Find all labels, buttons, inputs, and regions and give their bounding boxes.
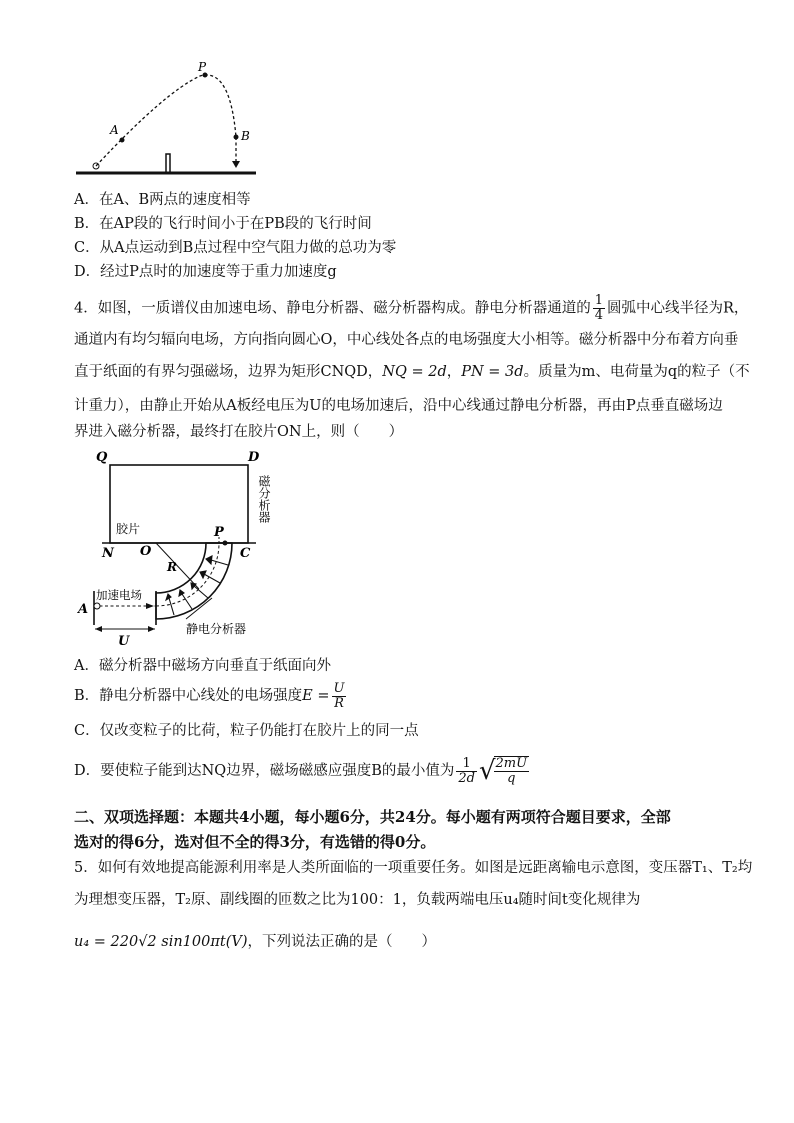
b-min-fraction: $\frac{1}{2d}$ [458,755,475,786]
q3-option-c: C．从A点运动到B点过程中空气阻力做的总功为零 [74,240,397,256]
trajectory-path [96,75,236,166]
q5-line2: 为理想变压器，T₂原、副线圈的匝数之比为100：1，负载两端电压u₄随时间t变化规律为 [74,892,641,908]
u-arrow-left [95,626,102,632]
label-mag: 磁分析器 [257,475,271,523]
label-b: B [241,129,250,143]
q3-option-d: D．经过P点时的加速度等于重力加速度g [74,264,337,280]
q4-option-b: B．静电分析器中心线处的电场强度E = $\frac{U}{R}$ [74,680,345,711]
section2-line1: 二、双项选择题：本题共4小题，每小题6分，共24分。每小题有两项符合题目要求，全部 [74,808,671,826]
label-a: A [78,602,89,617]
q4-stem-line5: 界进入磁分析器，最终打在胶片ON上，则（ ） [74,424,404,440]
label-u: U [118,634,130,647]
label-a: A [110,123,119,137]
label-electro: 静电分析器 [186,622,247,636]
q4-stem-line2: 通道内有均匀辐向电场，方向指向圆心O，中心线处各点的电场强度大小相等。磁分析器中分布着方向垂 [74,332,739,348]
u-arrow-right [148,626,155,632]
quarter-fraction: $\frac{1}{4}$ [594,293,604,323]
radicand-fraction: $\frac{2mU}{q}$ [495,756,528,786]
q4-option-d: D．要使粒子能到达NQ边界，磁场磁感应强度B的最小值为 $\frac{1}{2d}$ √ $\frac{2mU}{q}$ [74,755,528,786]
section2-line2: 选对的得6分，选对但不全的得3分，有选错的得0分。 [74,833,436,851]
label-p: P [198,62,207,74]
label-pointer [186,598,212,619]
e-fraction: $\frac{U}{R}$ [333,680,345,711]
q5-line1: 5．如何有效地提高能源利用率是人类所面临的一项重要任务。如图是远距离输电示意图，变压器T₁、T₂均 [74,860,753,876]
label-accel: 加速电场 [96,588,142,602]
q4-option-c: C．仅改变粒子的比荷，粒子仍能打在胶片上的同一点 [74,723,419,739]
q4-option-a: A．磁分析器中磁场方向垂直于纸面向外 [74,658,331,674]
label-film: 胶片 [116,522,141,536]
source-dot [94,603,100,609]
q3-option-a: A．在A、B两点的速度相等 [74,192,251,208]
radius-line [156,543,199,589]
label-d: D [248,450,260,465]
q4-stem-line4: 计重力），由静止开始从A板经电压为U的电场加速后，沿中心线通过静电分析器，再由P点垂直磁场边 [74,398,723,414]
label-o: O [140,544,152,559]
electrostatic-analyzer [156,543,232,619]
arrow-head [232,161,240,168]
q4-stem-line3: 直于纸面的有界匀强磁场，边界为矩形CNQD，NQ = 2d，PN = 3d。质量为m、电荷量为q的粒子（不 [74,364,750,380]
mass-spectrometer-figure [74,447,284,647]
label-p: P [214,525,224,540]
projectile-figure [70,62,270,180]
net-post [166,154,170,173]
q3-option-b: B．在AP段的飞行时间小于在PB段的飞行时间 [74,216,372,232]
point-p-dot [223,541,228,546]
point-a-dot [120,138,125,143]
label-r: R [167,560,177,574]
accel-arrow [146,603,154,609]
q5-line3: u₄ = 220√2 sin100πt(V)，下列说法正确的是（ ） [74,934,437,950]
label-q: Q [96,450,108,465]
point-b-dot [234,135,239,140]
q4-stem-line1: 4．如图，一质谱仪由加速电场、静电分析器、磁分析器构成。静电分析器通道的 $\frac{1}{4}$ 圆弧中心线半径为R， [74,293,749,323]
label-c: C [240,546,251,561]
label-n: N [102,546,114,561]
sqrt-sign: √ [478,756,496,786]
